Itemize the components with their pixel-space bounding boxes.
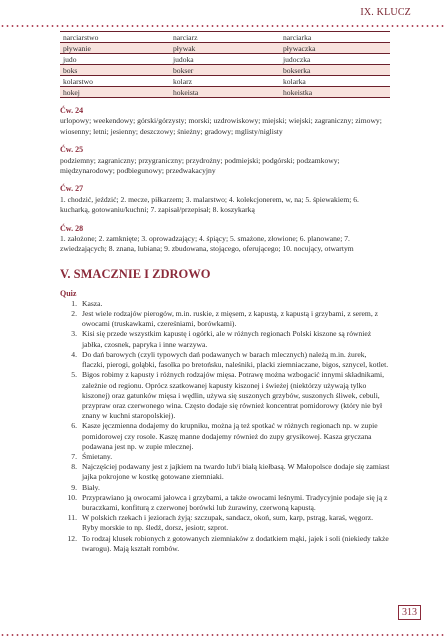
quiz-item-number: 10.	[67, 492, 77, 502]
exercise-answer: urlopowy; weekendowy; górski/górzysty; morski; uzdrowiskowy; miejski; wiejski; zagraniczny; zimowy; wiosenny; letni; jesienny; deszczowy; śnieżny; gradowy; mglisty/niglisty	[60, 116, 382, 136]
quiz-item	[60, 513, 390, 533]
quiz-item	[60, 534, 390, 554]
table-cell: narciarka	[280, 32, 390, 43]
exercise-title: Ćw. 27	[60, 184, 84, 194]
table-cell: narciarz	[170, 32, 280, 43]
quiz-item	[60, 483, 390, 493]
quiz-item-number: 8.	[71, 462, 77, 472]
table-row	[60, 43, 390, 54]
table-cell: pływak	[170, 43, 280, 54]
quiz-item-answer: Śmietany.	[82, 451, 113, 461]
quiz-item	[60, 462, 390, 482]
table-row	[60, 76, 390, 87]
quiz-item-number: 2.	[71, 309, 77, 319]
exercise-answer: 1. założone; 2. zamknięte; 3. oprowadzający; 4. śpiący; 5. smażone, złowione; 6. planowane; 7. zwiedzających; 8. znana, lubiana; 9. zbudowana, stojącego, oferującego; 10. nocujący, otwartym	[60, 234, 354, 254]
quiz-item-answer: Kisi się przede wszystkim kapustę i ogórki, ale w różnych regionach Polski kiszone są również jabłka, czosnek, papryka i inne warzywa.	[82, 329, 372, 349]
quiz-item-answer: Do dań barowych (czyli typowych dań podawanych w barach mlecznych) należą m.in. żurek, flaczki, pierogi, gołąbki, fasolka po bretońsku, naleśniki, placki ziemniaczane, bigos, sznycel, kotlet.	[82, 349, 389, 370]
quiz-item-answer: Bigos robimy z kapusty i różnych rodzajów mięsa. Potrawę można wzbogacić innymi składnikami, zależnie od regionu. Oprócz szatkowanej kapusty kiszonej i świeżej (niektórzy używają tylko kiszonej) oraz gatunków mięsa i wędlin, używa się suszonych grzybów, suszonych śliwek, cebuli, przypraw oraz czerwonego wina. Często dodaje się również koncentrat pomidorowy (który nie był znany w kuchni staropolskiej).	[82, 370, 384, 421]
quiz-item	[60, 309, 390, 329]
top-dotted-divider	[0, 25, 445, 27]
quiz-item-number: 4.	[71, 349, 77, 359]
quiz-item-answer: Kasze jęczmienna dodajemy do krupniku, można ją też spotkać w różnych regionach np. w zupie pomidorowej czy rosole. Kaszę manne dodajemy również do zupy grysikowej. Kasza gryczana podawana jest np. w zupie mlecznej.	[82, 421, 378, 451]
table-row	[60, 32, 390, 43]
bottom-dotted-divider	[0, 634, 445, 636]
table-cell: judoka	[170, 54, 280, 65]
quiz-item	[60, 350, 390, 370]
table-cell: kolarz	[170, 76, 280, 87]
section-title: V. SMACZNIE I ZDROWO	[60, 266, 211, 281]
quiz-item-answer: Kasza.	[82, 298, 103, 308]
table-cell: pływaczka	[280, 43, 390, 54]
exercise-list	[60, 106, 390, 255]
exercise-title: Ćw. 25	[60, 145, 84, 155]
exercise-title: Ćw. 28	[60, 223, 84, 233]
quiz-item-number: 9.	[71, 482, 77, 492]
exercise-answer: 1. chodzić, jeździć; 2. mecze, piłkarzem; 3. malarstwo; 4. kolekcjonerem, w, na; 5. śpiewakiem; 6. kucharką, gotowaniu/kuchni; 7. zapisał/przepisał; 8. koszykarką	[60, 194, 359, 215]
quiz-item-answer: Przyprawiano ją owocami jałowca i grzybami, a także owocami leśnymi. Tradycyjnie podaje się ją z buraczkami, konfiturą z czerwonej borówki lub żurawiny, czerwoną kapustą.	[82, 492, 388, 512]
exercise-block	[60, 145, 390, 176]
table-cell: hokej	[60, 87, 170, 98]
quiz-item-number: 5.	[71, 370, 77, 380]
quiz-item	[60, 370, 390, 421]
exercise-block	[60, 106, 390, 137]
table-row	[60, 54, 390, 65]
table-cell: hokeista	[170, 87, 280, 98]
table-cell: boks	[60, 65, 170, 76]
quiz-item-answer: To rodzaj klusek robionych z gotowanych ziemniaków z dodatkiem mąki, jajek i soli (niekiedy także twarogu). Mają kształt rombów.	[82, 533, 389, 553]
table-cell: bokserka	[280, 65, 390, 76]
page-content	[60, 31, 390, 554]
exercise-answer: podziemny; zagraniczny; przygraniczny; przydrożny; podmiejski; podgórski; podzamkowy; międzynarodowy; podbiegunowy; przedwakacyjny	[60, 155, 340, 176]
table-cell: bokser	[170, 65, 280, 76]
table-row	[60, 87, 390, 98]
table-row	[60, 65, 390, 76]
table-cell: narciarstwo	[60, 32, 170, 43]
table-cell: pływanie	[60, 43, 170, 54]
page-number: 313	[398, 605, 421, 620]
quiz-item-number: 11.	[67, 513, 77, 523]
quiz-answer-list	[60, 299, 390, 554]
vocabulary-table	[60, 31, 390, 98]
table-cell: kolarka	[280, 76, 390, 87]
quiz-title: Quiz	[60, 288, 77, 298]
quiz-item	[60, 452, 390, 462]
quiz-item-answer: Jest wiele rodzajów pierogów, m.in. ruskie, z mięsem, z kapustą, z kapustą i grzybami, z serem, z owocami (truskawkami, czereśniami, borówkami).	[82, 309, 378, 329]
chapter-header: IX. KLUCZ	[360, 7, 411, 18]
quiz-item-answer: W polskich rzekach i jeziorach żyją: szczupak, sandacz, okoń, sum, karp, pstrąg, karaś, węgorz. Ryby morskie to np. śledź, dorsz, jesiotr, szprot.	[82, 513, 374, 533]
quiz-item	[60, 421, 390, 452]
table-cell: kolarstwo	[60, 76, 170, 87]
quiz-item-number: 6.	[71, 421, 77, 431]
table-cell: judo	[60, 54, 170, 65]
quiz-item-answer: Biały.	[82, 482, 100, 492]
quiz-item-number: 1.	[71, 298, 77, 308]
quiz-item	[60, 299, 390, 309]
quiz-item-number: 3.	[71, 329, 77, 339]
exercise-block	[60, 224, 390, 255]
quiz-item	[60, 493, 390, 513]
quiz-item-number: 7.	[71, 451, 77, 461]
quiz-item-number: 12.	[67, 533, 77, 543]
exercise-title: Ćw. 24	[60, 106, 84, 115]
quiz-item-answer: Najczęściej podawany jest z jajkiem na twardo lub/i białą kiełbasą. W Małopolsce dodaje się zamiast jajka pokrojone w kostkę gotowane ziemniaki.	[82, 462, 390, 482]
exercise-block	[60, 184, 390, 215]
quiz-item	[60, 329, 390, 349]
table-cell: judoczka	[280, 54, 390, 65]
table-cell: hokeistka	[280, 87, 390, 98]
